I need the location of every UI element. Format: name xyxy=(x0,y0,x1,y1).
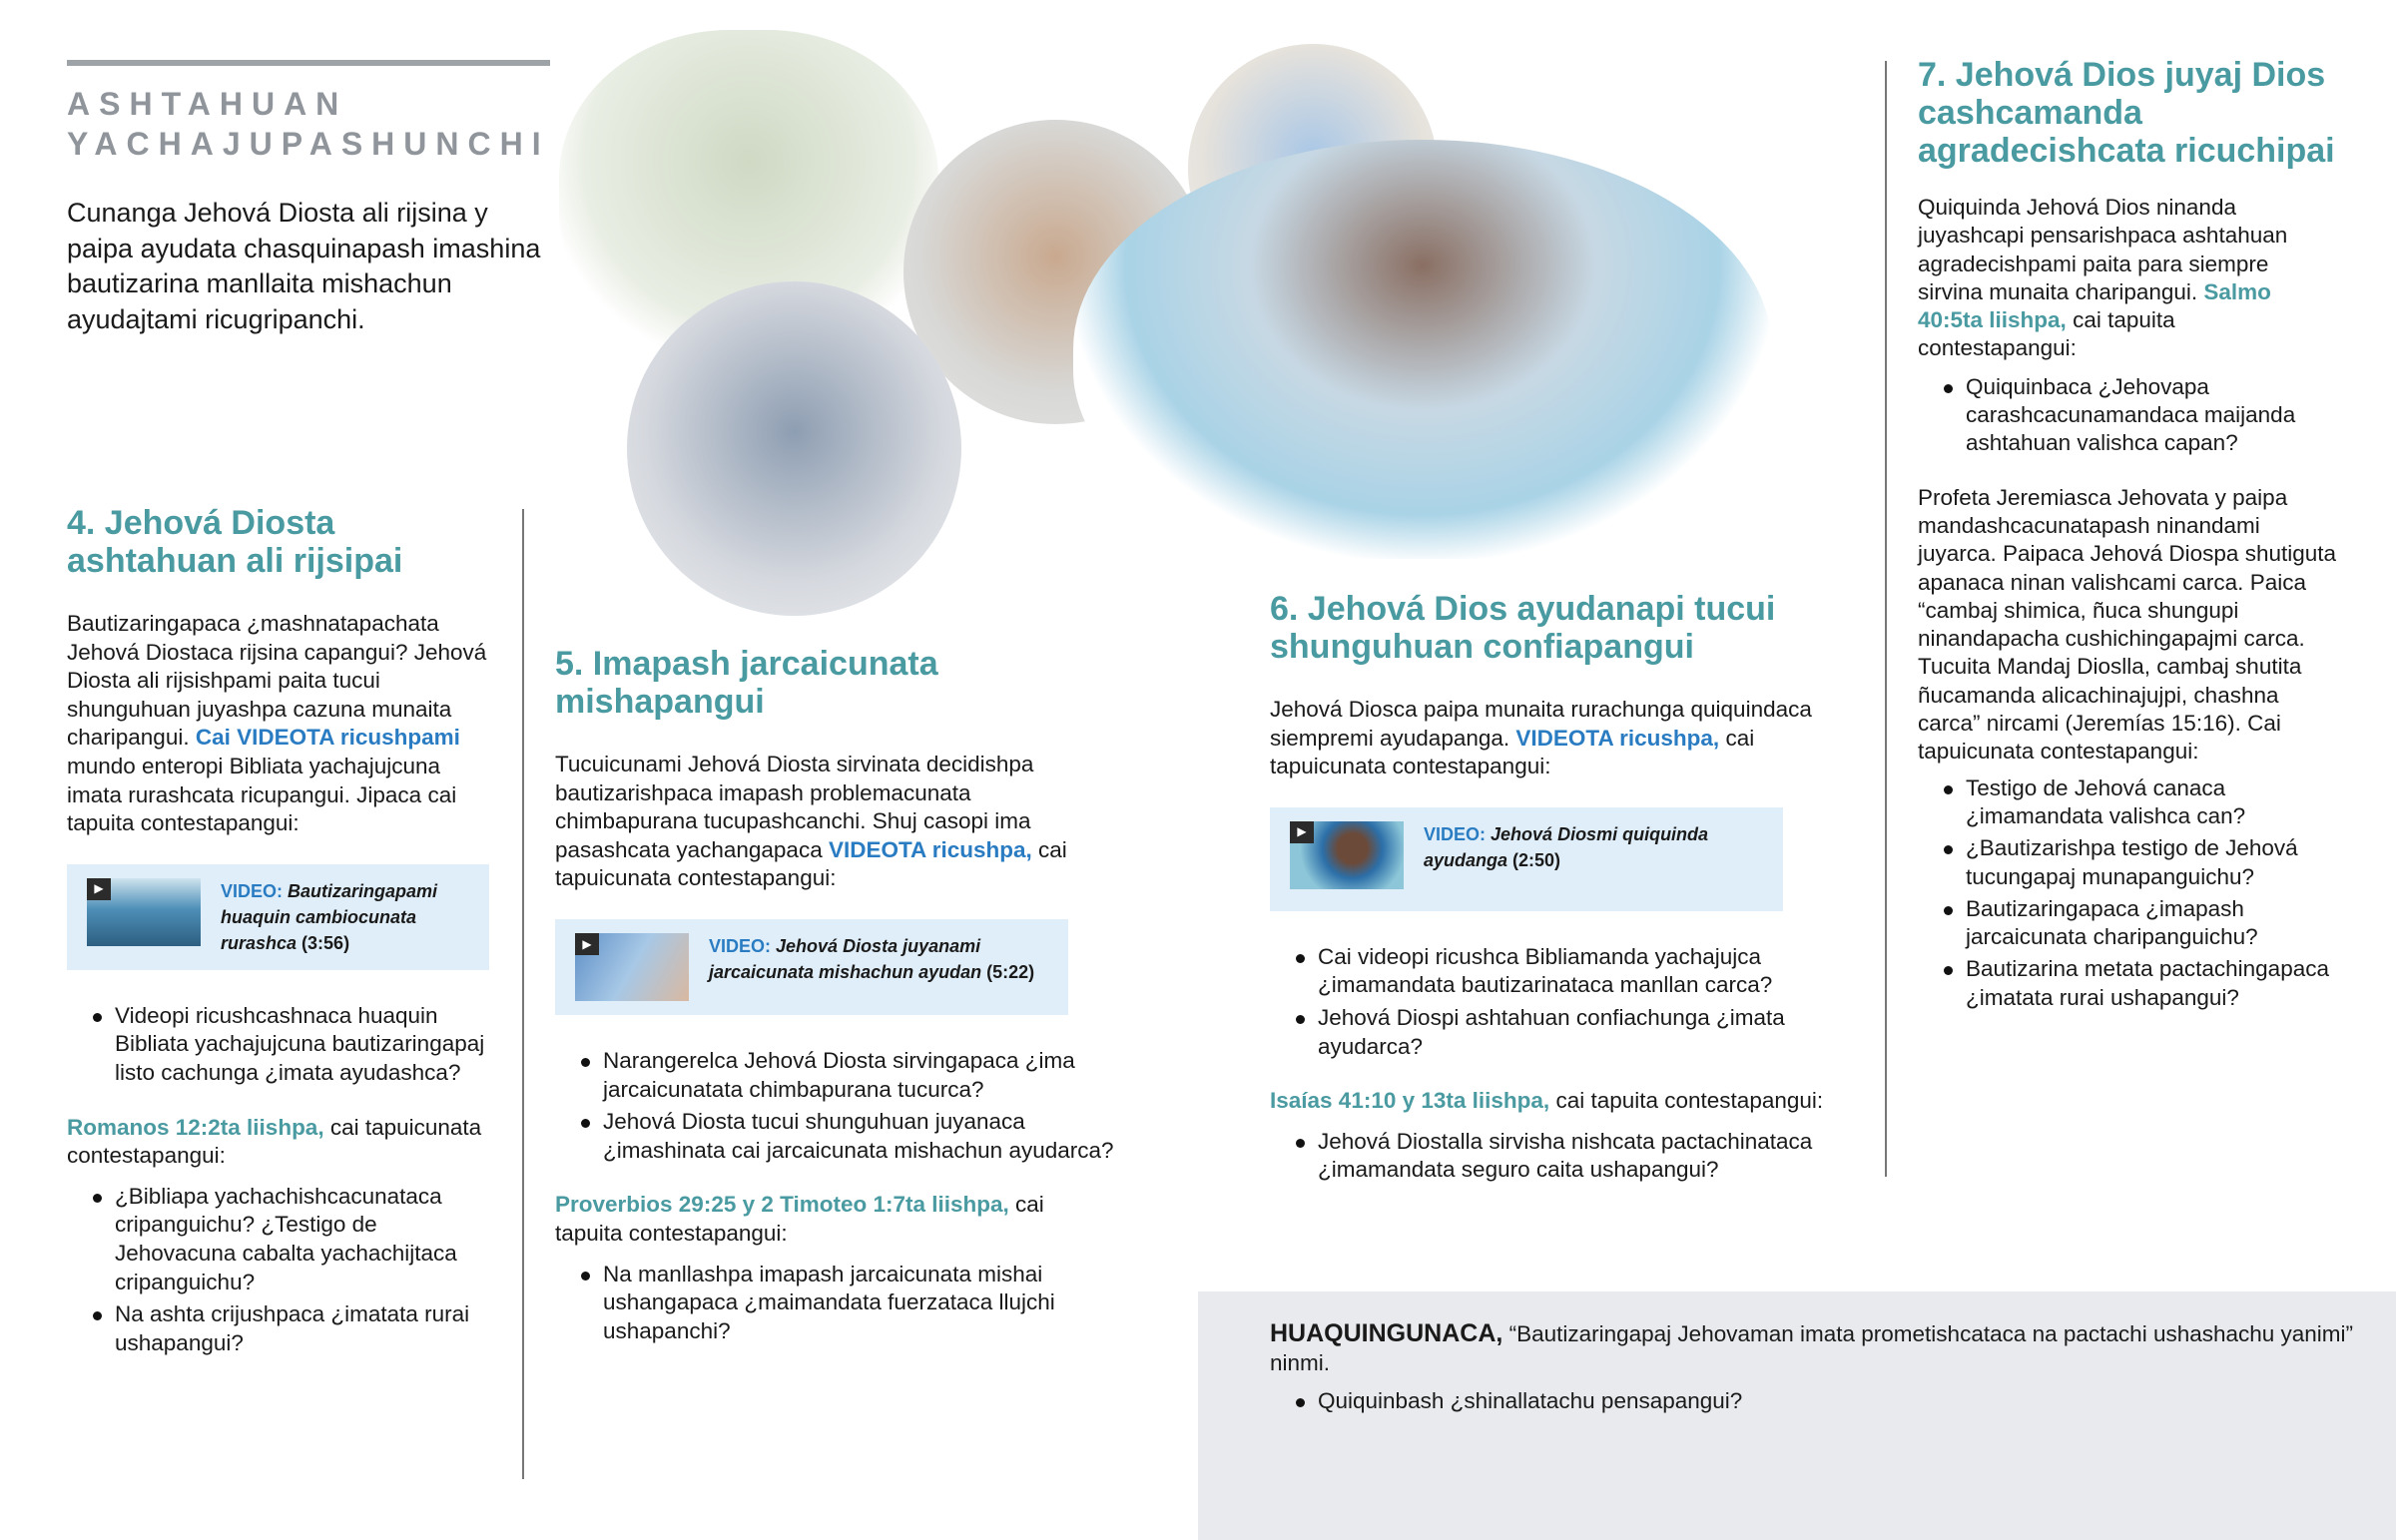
video-card[interactable] xyxy=(67,864,489,970)
video-duration: (2:50) xyxy=(1507,849,1561,870)
body-text: cai tapuicunata contestapangui: xyxy=(1270,725,1755,779)
video-label: VIDEO: xyxy=(221,880,284,901)
body-text: mundo enteropi Bibliata yachajujcuna imata rurashcata ricupangui. Jipaca cai tapuita contestapangui: xyxy=(67,753,457,836)
question-item: Narangerelca Jehová Diosta sirvingapaca ¿ima jarcaicunatata chimbapurana tucurca? xyxy=(555,1047,1114,1104)
objection-quote: “Bautizaringapaj Jehovaman imata prometishcataca na pactachi ushashachu yanimi” ninmi. xyxy=(1270,1321,2354,1375)
video-duration: (3:56) xyxy=(297,932,350,953)
question-list xyxy=(1270,1387,2368,1416)
question-item: Bautizaringapaca ¿imapash jarcaicunata charipanguichu? xyxy=(1918,895,2337,952)
section-6-title: 6. Jehová Dios ayudanapi tucui shunguhuan confiapangui xyxy=(1270,590,1776,666)
body-text: Quiquinda Jehová Dios ninanda juyashcapi pensarishpaca ashtahuan agradecishpami paita para siempre sirvina munaita charipangui. xyxy=(1918,195,2288,304)
objection-box xyxy=(1198,1291,2396,1540)
question-item: Na manllashpa imapash jarcaicunata mishai ushangapaca ¿maimandata fuerzataca llujchi ushapanchi? xyxy=(555,1261,1114,1346)
question-list xyxy=(67,1002,496,1088)
illustration-women-workplace xyxy=(627,281,961,616)
section-4-body xyxy=(67,610,496,838)
question-item: Bautizarina metata pactachingapaca ¿imatata rurai ushapangui? xyxy=(1918,955,2337,1012)
section-6-body xyxy=(1270,696,1859,781)
scripture-reference[interactable]: Romanos 12:2ta liishpa, xyxy=(67,1114,324,1140)
question-list xyxy=(555,1047,1114,1165)
scripture-prompt xyxy=(555,1191,1114,1248)
question-item: ¿Bautizarishpa testigo de Jehová tucungapaj munapanguichu? xyxy=(1918,834,2337,891)
question-item: Quiquinbash ¿shinallatachu pensapangui? xyxy=(1270,1387,2368,1416)
objection-lead: HUAQUINGUNACA, xyxy=(1270,1319,1503,1347)
body-text: cai tapuita contestapangui: xyxy=(1549,1088,1824,1114)
question-list xyxy=(555,1261,1114,1346)
scripture-prompt xyxy=(1270,1087,1859,1116)
question-item: Testigo de Jehová canaca ¿imamandata valishca can? xyxy=(1918,774,2337,831)
scripture-prompt xyxy=(67,1114,496,1171)
video-thumbnail[interactable] xyxy=(87,878,201,946)
column-divider-1 xyxy=(522,509,524,1479)
column-divider-2 xyxy=(1885,61,1887,1177)
section-4-title: 4. Jehová Diosta ashtahuan ali rijsipai xyxy=(67,504,403,580)
intro-text: Cunanga Jehová Diosta ali rijsina y paipa ayudata chasquinapash imashina bautizarina manllaita mishachun ayudajtami ricugripanchi. xyxy=(67,198,541,334)
video-title: Jehová Diosta juyanami jarcaicunata mishachun ayudan xyxy=(709,935,982,982)
video-thumbnail[interactable] xyxy=(1290,821,1404,889)
kicker-line-1: ASHTAHUAN xyxy=(67,86,348,122)
body-text: cai tapuicunata contestapangui: xyxy=(555,836,1067,891)
question-item: Quiquinbaca ¿Jehovapa carashcacunamandaca maijanda ashtahuan valishca capan? xyxy=(1918,373,2337,458)
section-7-body xyxy=(1918,194,2337,363)
question-list xyxy=(1918,373,2337,458)
question-item: Na ashta crijushpaca ¿imatata rurai ushapangui? xyxy=(67,1300,496,1357)
scripture-reference[interactable]: Salmo 40:5ta liishpa, xyxy=(1918,278,2271,333)
top-rule xyxy=(67,60,550,66)
question-item: Videopi ricushcashnaca huaquin Bibliata yachajujcuna bautizaringapaj listo cachunga ¿imata ayudashca? xyxy=(67,1002,496,1088)
section-7-body-2: Profeta Jeremiasca Jehovata y paipa mandashcacunatapash ninandami juyarca. Paipaca Jehová Diospa shutiguta apanaca ninan valishcami carca. Paica “cambaj shimica, ñuca shungupi ninandapacha cushichingapajmi carca. Tucuita Mandaj Dioslla, cambaj shutita ñucamanda alicachinajujpi, chashna carca” nircami (Jeremías 15:16). Cai tapuicunata contestapangui: xyxy=(1918,484,2337,765)
question-item: Jehová Diospi ashtahuan confiachunga ¿imata ayudarca? xyxy=(1270,1004,1859,1061)
question-item: ¿Bibliapa yachachishcacunataca cripanguichu? ¿Testigo de Jehovacuna cabalta yachachijtaca cripanguichu? xyxy=(67,1183,496,1296)
video-link[interactable]: VIDEOTA ricushpa, xyxy=(828,836,1032,862)
question-item: Jehová Diosta tucui shunguhuan juyanaca ¿imashinata cai jarcaicunata mishachun ayudarca? xyxy=(555,1108,1114,1165)
video-link[interactable]: VIDEOTA ricushpa, xyxy=(1515,725,1720,751)
illustration-baptism xyxy=(1073,140,1772,559)
video-duration: (5:22) xyxy=(981,961,1035,982)
kicker-line-2: YACHAJUPASHUNCHI xyxy=(67,126,550,162)
play-icon[interactable]: ▶ xyxy=(575,933,599,955)
video-label: VIDEO: xyxy=(709,935,772,956)
body-text: cai tapuita contestapangui: xyxy=(555,1192,1044,1246)
objection-text xyxy=(1270,1319,2368,1377)
body-text: Jehová Diosca paipa munaita rurachunga quiquindaca siempremi ayudapanga. xyxy=(1270,697,1812,751)
section-5 xyxy=(555,645,1114,1371)
play-icon[interactable]: ▶ xyxy=(1290,821,1314,843)
body-text: Bautizaringapaca ¿mashnatapachata Jehová Diostaca rijsina capangui? Jehová Diosta ali rijsishpami paita tucui shunguhuan juyashpa cazuna munaita charipangui. xyxy=(67,611,487,751)
section-kicker xyxy=(67,84,550,164)
scripture-reference[interactable]: Isaías 41:10 y 13ta liishpa, xyxy=(1270,1088,1550,1114)
question-list xyxy=(1918,774,2337,1012)
play-icon[interactable]: ▶ xyxy=(87,878,111,900)
section-4 xyxy=(67,504,496,1383)
question-item: Jehová Diostalla sirvisha nishcata pactachinataca ¿imamandata seguro caita ushapangui? xyxy=(1270,1128,1859,1185)
section-5-body xyxy=(555,751,1114,893)
video-link[interactable]: Cai VIDEOTA ricushpami xyxy=(195,725,460,751)
scripture-reference[interactable]: Proverbios 29:25 y 2 Timoteo 1:7ta liishpa, xyxy=(555,1192,1009,1218)
question-list xyxy=(1270,943,1859,1061)
section-7 xyxy=(1918,56,2337,1038)
question-list xyxy=(67,1183,496,1358)
video-thumbnail[interactable] xyxy=(575,933,689,1001)
section-6 xyxy=(1270,590,1859,1211)
question-item: Cai videopi ricushca Bibliamanda yachajujca ¿imamandata bautizarinataca manllan carca? xyxy=(1270,943,1859,1000)
body-text: Tucuicunami Jehová Diosta sirvinata decidishpa bautizarishpaca imapash problemacunata chimbapurana tucupashcanchi. Shuj casopi ima pasashcata yachangapaca xyxy=(555,752,1034,862)
video-title: Bautizaringapami huaquin cambiocunata rurashca xyxy=(221,880,438,953)
section-7-title: 7. Jehová Dios juyaj Dios cashcamanda agradecishcata ricuchipai xyxy=(1918,56,2335,170)
video-card[interactable] xyxy=(1270,807,1783,911)
body-text: cai tapuita contestapangui: xyxy=(1918,307,2175,361)
video-label: VIDEO: xyxy=(1424,823,1487,844)
video-title: Jehová Diosmi quiquinda ayudanga xyxy=(1424,823,1709,870)
section-5-title: 5. Imapash jarcaicunata mishapangui xyxy=(555,645,938,721)
video-card[interactable] xyxy=(555,919,1068,1015)
body-text: cai tapuicunata contestapangui: xyxy=(67,1114,482,1169)
question-list xyxy=(1270,1128,1859,1185)
